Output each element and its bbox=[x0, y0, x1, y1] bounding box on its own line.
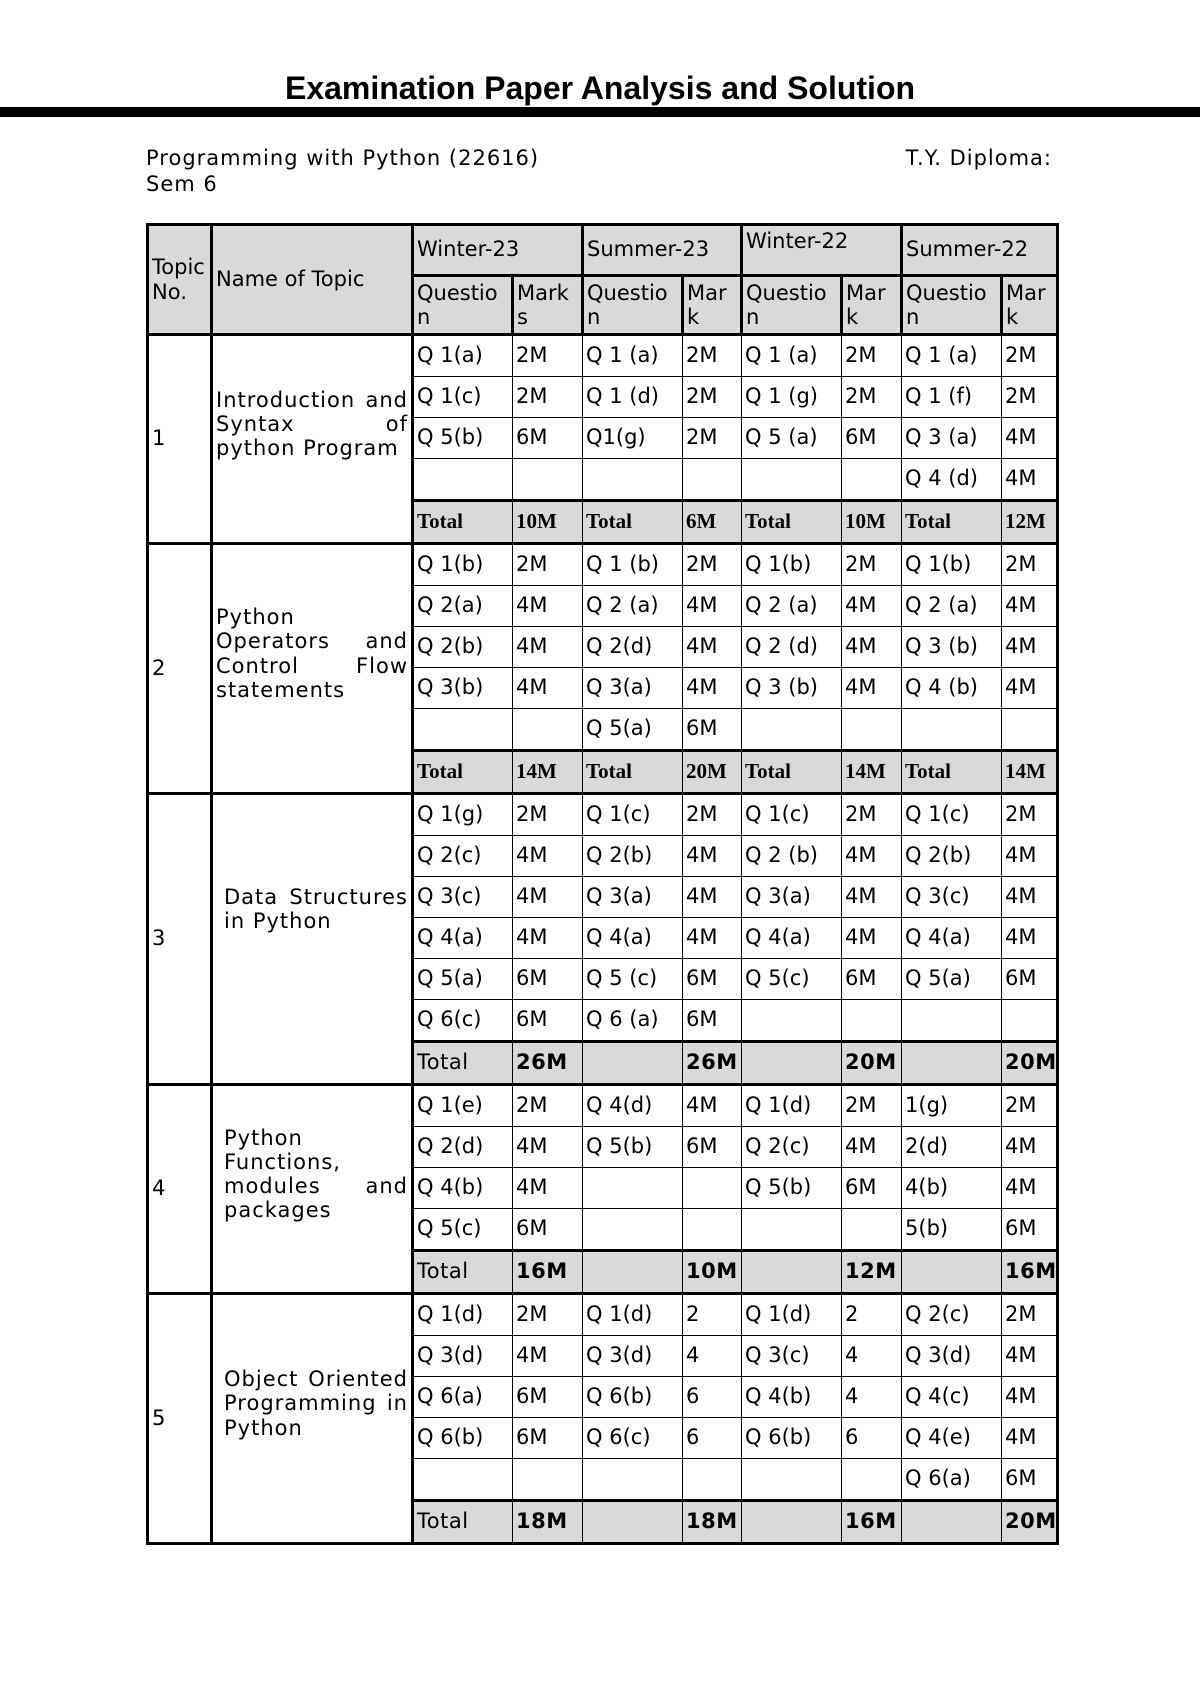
question-cell: Q 2(d) bbox=[583, 627, 683, 668]
marks-cell: 2M bbox=[842, 1085, 902, 1127]
total-marks-cell: 12M bbox=[1002, 501, 1058, 544]
marks-cell: 2M bbox=[513, 377, 583, 418]
marks-cell: 4M bbox=[842, 586, 902, 627]
marks-cell: 2M bbox=[683, 544, 742, 586]
marks-cell: 2M bbox=[683, 418, 742, 459]
semester-label: Sem 6 bbox=[146, 172, 218, 196]
question-cell: Q 3(a) bbox=[583, 668, 683, 709]
marks-cell: 2M bbox=[842, 335, 902, 377]
marks-cell: 4M bbox=[683, 627, 742, 668]
table-row bbox=[148, 544, 1058, 586]
marks-cell bbox=[683, 459, 742, 501]
question-cell: Q 2 (a) bbox=[583, 586, 683, 627]
subheader-marks: Marks bbox=[513, 276, 583, 335]
header-exam-winter-22: Winter-22 bbox=[742, 225, 902, 276]
total-marks-cell: 6M bbox=[683, 501, 742, 544]
marks-cell: 4 bbox=[842, 1336, 902, 1377]
question-cell: Q 4(b) bbox=[742, 1377, 842, 1418]
marks-cell: 2 bbox=[842, 1294, 902, 1336]
question-cell: Q 1(d) bbox=[413, 1294, 513, 1336]
question-cell: Q 3(d) bbox=[413, 1336, 513, 1377]
marks-cell: 4M bbox=[1002, 1336, 1058, 1377]
marks-cell: 4M bbox=[513, 918, 583, 959]
marks-cell bbox=[683, 1459, 742, 1501]
marks-cell: 2M bbox=[1002, 377, 1058, 418]
marks-cell bbox=[842, 459, 902, 501]
marks-cell: 4M bbox=[683, 877, 742, 918]
total-label-cell bbox=[742, 1251, 842, 1294]
table-row bbox=[148, 335, 1058, 377]
marks-cell: 2M bbox=[1002, 335, 1058, 377]
question-cell: Q 4(d) bbox=[583, 1085, 683, 1127]
marks-cell: 6M bbox=[683, 1127, 742, 1168]
marks-cell: 4M bbox=[513, 1127, 583, 1168]
marks-cell: 4M bbox=[1002, 1418, 1058, 1459]
analysis-table bbox=[146, 223, 1059, 1545]
marks-cell: 6M bbox=[513, 1000, 583, 1042]
marks-cell: 2M bbox=[513, 1085, 583, 1127]
question-cell: Q 6(b) bbox=[413, 1418, 513, 1459]
marks-cell: 4M bbox=[1002, 1377, 1058, 1418]
question-cell bbox=[742, 1000, 842, 1042]
question-cell: Q 3 (a) bbox=[902, 418, 1002, 459]
question-cell: 5(b) bbox=[902, 1209, 1002, 1251]
question-cell: Q 2(b) bbox=[583, 836, 683, 877]
total-label-cell: Total bbox=[902, 501, 1002, 544]
question-cell: Q 4(b) bbox=[413, 1168, 513, 1209]
subheader-question: Question bbox=[902, 276, 1002, 335]
question-cell: Q 3 (b) bbox=[742, 668, 842, 709]
marks-cell: 6 bbox=[683, 1418, 742, 1459]
marks-cell: 4M bbox=[513, 668, 583, 709]
marks-cell: 4M bbox=[513, 627, 583, 668]
marks-cell: 2M bbox=[513, 1294, 583, 1336]
marks-cell: 4M bbox=[683, 918, 742, 959]
question-cell bbox=[583, 1209, 683, 1251]
question-cell: Q 3 (b) bbox=[902, 627, 1002, 668]
question-cell: Q 2(c) bbox=[742, 1127, 842, 1168]
question-cell: Q 1(c) bbox=[742, 794, 842, 836]
question-cell: Q 5(a) bbox=[413, 959, 513, 1000]
question-cell: Q 1 (a) bbox=[583, 335, 683, 377]
topic-name bbox=[212, 1294, 413, 1544]
table-body bbox=[148, 335, 1058, 1544]
total-label-cell: Total bbox=[902, 751, 1002, 794]
question-cell: Q 6 (a) bbox=[583, 1000, 683, 1042]
marks-cell: 4M bbox=[513, 836, 583, 877]
question-cell: Q 5(b) bbox=[742, 1168, 842, 1209]
total-marks-cell: 14M bbox=[842, 751, 902, 794]
question-cell: Q 1(a) bbox=[413, 335, 513, 377]
total-marks-cell: 18M bbox=[513, 1501, 583, 1544]
question-cell: Q 6(a) bbox=[902, 1459, 1002, 1501]
marks-cell: 4M bbox=[1002, 586, 1058, 627]
marks-cell: 6M bbox=[683, 709, 742, 751]
header-exam-winter-23: Winter-23 bbox=[413, 225, 583, 276]
question-cell: Q 1(b) bbox=[902, 544, 1002, 586]
marks-cell: 6M bbox=[1002, 1459, 1058, 1501]
total-label-cell bbox=[583, 1251, 683, 1294]
question-cell: Q 4(e) bbox=[902, 1418, 1002, 1459]
marks-cell: 4M bbox=[1002, 418, 1058, 459]
subheader-question: Question bbox=[742, 276, 842, 335]
total-label-cell bbox=[742, 1042, 842, 1085]
marks-cell: 2 bbox=[683, 1294, 742, 1336]
total-marks-cell: 16M bbox=[842, 1501, 902, 1544]
question-cell: Q 4(a) bbox=[742, 918, 842, 959]
question-cell: Q 1 (b) bbox=[583, 544, 683, 586]
marks-cell: 6 bbox=[842, 1418, 902, 1459]
header-exam-summer-22: Summer-22 bbox=[902, 225, 1058, 276]
question-cell: Q 2(b) bbox=[902, 836, 1002, 877]
question-cell: Q 5(b) bbox=[583, 1127, 683, 1168]
question-cell bbox=[902, 709, 1002, 751]
total-marks-cell: 16M bbox=[513, 1251, 583, 1294]
question-cell: Q 4 (b) bbox=[902, 668, 1002, 709]
table-row bbox=[148, 1085, 1058, 1127]
question-cell: Q 3(a) bbox=[742, 877, 842, 918]
question-cell: Q 1(c) bbox=[583, 794, 683, 836]
subheader-question: Question bbox=[583, 276, 683, 335]
question-cell: Q 6(c) bbox=[583, 1418, 683, 1459]
question-cell: Q 3(a) bbox=[583, 877, 683, 918]
marks-cell: 6M bbox=[513, 418, 583, 459]
topic-name-text: Object Oriented Programming in Python bbox=[224, 1367, 408, 1440]
header-topic-name: Name of Topic bbox=[212, 225, 413, 335]
topic-name-text: Python Operators and Control Flow statements bbox=[216, 605, 408, 702]
question-cell bbox=[742, 1209, 842, 1251]
total-marks-cell: 12M bbox=[842, 1251, 902, 1294]
question-cell: Q 4(c) bbox=[902, 1377, 1002, 1418]
question-cell: Q 6(b) bbox=[742, 1418, 842, 1459]
marks-cell: 6M bbox=[842, 418, 902, 459]
question-cell: Q 5(a) bbox=[583, 709, 683, 751]
marks-cell: 4M bbox=[513, 877, 583, 918]
marks-cell: 4M bbox=[683, 1085, 742, 1127]
marks-cell: 4M bbox=[842, 877, 902, 918]
question-cell: Q 6(b) bbox=[583, 1377, 683, 1418]
marks-cell bbox=[683, 1168, 742, 1209]
subject-label: Programming with Python (22616) bbox=[146, 146, 540, 170]
marks-cell: 2M bbox=[513, 335, 583, 377]
total-label-cell: Total bbox=[413, 1501, 513, 1544]
marks-cell bbox=[683, 1209, 742, 1251]
marks-cell bbox=[842, 709, 902, 751]
marks-cell: 2M bbox=[1002, 1085, 1058, 1127]
total-label-cell bbox=[583, 1042, 683, 1085]
question-cell: Q 1 (g) bbox=[742, 377, 842, 418]
total-label-cell bbox=[902, 1251, 1002, 1294]
total-marks-cell: 16M bbox=[1002, 1251, 1058, 1294]
marks-cell bbox=[513, 459, 583, 501]
question-cell: Q 2 (a) bbox=[902, 586, 1002, 627]
topic-number: 3 bbox=[148, 794, 212, 1085]
topic-name bbox=[212, 1085, 413, 1294]
marks-cell: 4M bbox=[1002, 1168, 1058, 1209]
subheader-mark: Mark bbox=[1002, 276, 1058, 335]
topic-name bbox=[212, 335, 413, 544]
marks-cell: 2M bbox=[1002, 544, 1058, 586]
marks-cell: 2M bbox=[683, 335, 742, 377]
marks-cell: 6M bbox=[842, 959, 902, 1000]
question-cell: Q 6(a) bbox=[413, 1377, 513, 1418]
marks-cell: 4M bbox=[842, 918, 902, 959]
question-cell: Q 1(d) bbox=[583, 1294, 683, 1336]
question-cell: Q 2(d) bbox=[413, 1127, 513, 1168]
question-cell bbox=[413, 709, 513, 751]
marks-cell bbox=[842, 1000, 902, 1042]
question-cell: Q 3(d) bbox=[902, 1336, 1002, 1377]
question-cell: Q 3(c) bbox=[742, 1336, 842, 1377]
marks-cell: 4M bbox=[1002, 918, 1058, 959]
header-exam-summer-23: Summer-23 bbox=[583, 225, 742, 276]
marks-cell: 2M bbox=[1002, 1294, 1058, 1336]
total-label-cell: Total bbox=[413, 1042, 513, 1085]
question-cell: 2(d) bbox=[902, 1127, 1002, 1168]
total-marks-cell: 18M bbox=[683, 1501, 742, 1544]
total-marks-cell: 20M bbox=[1002, 1042, 1058, 1085]
question-cell: Q 2 (a) bbox=[742, 586, 842, 627]
question-cell: Q 1(b) bbox=[742, 544, 842, 586]
header-topic-no: Topic No. bbox=[148, 225, 212, 335]
question-cell: 4(b) bbox=[902, 1168, 1002, 1209]
marks-cell: 4M bbox=[842, 836, 902, 877]
topic-name-text: Python Functions, modules and packages bbox=[224, 1125, 408, 1223]
question-cell: Q 4 (d) bbox=[902, 459, 1002, 501]
topic-name bbox=[212, 544, 413, 794]
marks-cell bbox=[1002, 1000, 1058, 1042]
question-cell bbox=[583, 459, 683, 501]
marks-cell: 6M bbox=[842, 1168, 902, 1209]
diploma-label: T.Y. Diploma: bbox=[905, 146, 1052, 170]
marks-cell: 2M bbox=[1002, 794, 1058, 836]
marks-cell bbox=[842, 1459, 902, 1501]
marks-cell: 2M bbox=[513, 544, 583, 586]
total-label-cell: Total bbox=[742, 751, 842, 794]
marks-cell: 6M bbox=[1002, 959, 1058, 1000]
marks-cell: 6M bbox=[683, 959, 742, 1000]
question-cell: Q 1 (d) bbox=[583, 377, 683, 418]
marks-cell: 6M bbox=[513, 1209, 583, 1251]
question-cell: Q 2(a) bbox=[413, 586, 513, 627]
marks-cell: 4M bbox=[1002, 877, 1058, 918]
marks-cell: 2M bbox=[842, 544, 902, 586]
subheader-question: Question bbox=[413, 276, 513, 335]
question-cell: Q 3(c) bbox=[413, 877, 513, 918]
total-marks-cell: 14M bbox=[513, 751, 583, 794]
subheader-mark: Mark bbox=[683, 276, 742, 335]
topic-number: 4 bbox=[148, 1085, 212, 1294]
marks-cell: 4M bbox=[1002, 459, 1058, 501]
question-cell: Q 2(c) bbox=[902, 1294, 1002, 1336]
page-title: Examination Paper Analysis and Solution bbox=[284, 70, 916, 106]
total-marks-cell: 26M bbox=[683, 1042, 742, 1085]
marks-cell: 2M bbox=[513, 794, 583, 836]
marks-cell: 4M bbox=[842, 668, 902, 709]
question-cell: Q 3(c) bbox=[902, 877, 1002, 918]
table-row bbox=[148, 1294, 1058, 1336]
question-cell: Q 6(c) bbox=[413, 1000, 513, 1042]
total-marks-cell: 26M bbox=[513, 1042, 583, 1085]
topic-name-text: Introduction and Syntax of python Program bbox=[216, 387, 408, 461]
total-marks-cell: 20M bbox=[683, 751, 742, 794]
marks-cell: 4M bbox=[513, 1336, 583, 1377]
question-cell: Q 4(a) bbox=[583, 918, 683, 959]
question-cell bbox=[902, 1000, 1002, 1042]
total-marks-cell: 20M bbox=[1002, 1501, 1058, 1544]
total-label-cell: Total bbox=[413, 1251, 513, 1294]
marks-cell: 4 bbox=[683, 1336, 742, 1377]
marks-cell: 4M bbox=[842, 627, 902, 668]
question-cell: Q 1(b) bbox=[413, 544, 513, 586]
table-row bbox=[148, 794, 1058, 836]
total-label-cell: Total bbox=[742, 501, 842, 544]
marks-cell: 2M bbox=[683, 794, 742, 836]
marks-cell: 4M bbox=[1002, 1127, 1058, 1168]
topic-number: 1 bbox=[148, 335, 212, 544]
total-label-cell: Total bbox=[583, 501, 683, 544]
question-cell bbox=[742, 459, 842, 501]
marks-cell: 4M bbox=[1002, 627, 1058, 668]
marks-cell: 2M bbox=[842, 794, 902, 836]
question-cell: Q 1(g) bbox=[413, 794, 513, 836]
question-cell bbox=[742, 1459, 842, 1501]
question-cell: Q 5(a) bbox=[902, 959, 1002, 1000]
marks-cell bbox=[1002, 709, 1058, 751]
question-cell: Q 1(d) bbox=[742, 1294, 842, 1336]
total-label-cell: Total bbox=[413, 501, 513, 544]
question-cell: Q 2(c) bbox=[413, 836, 513, 877]
total-label-cell bbox=[742, 1501, 842, 1544]
title-rule bbox=[0, 107, 1200, 117]
question-cell: Q 2 (b) bbox=[742, 836, 842, 877]
question-cell: Q 4(a) bbox=[902, 918, 1002, 959]
marks-cell: 4 bbox=[842, 1377, 902, 1418]
marks-cell: 4M bbox=[842, 1127, 902, 1168]
total-label-cell bbox=[902, 1042, 1002, 1085]
marks-cell: 4M bbox=[683, 668, 742, 709]
question-cell: 1(g) bbox=[902, 1085, 1002, 1127]
marks-cell: 6M bbox=[513, 1418, 583, 1459]
total-label-cell bbox=[583, 1501, 683, 1544]
question-cell: Q 3(d) bbox=[583, 1336, 683, 1377]
question-cell: Q 1 (f) bbox=[902, 377, 1002, 418]
marks-cell: 6M bbox=[513, 959, 583, 1000]
question-cell bbox=[583, 1168, 683, 1209]
marks-cell: 4M bbox=[683, 836, 742, 877]
total-marks-cell: 10M bbox=[683, 1251, 742, 1294]
question-cell: Q 1(e) bbox=[413, 1085, 513, 1127]
marks-cell: 6M bbox=[683, 1000, 742, 1042]
question-cell bbox=[742, 709, 842, 751]
total-label-cell bbox=[902, 1501, 1002, 1544]
topic-name bbox=[212, 794, 413, 1085]
marks-cell: 2M bbox=[683, 377, 742, 418]
question-cell: Q 3(b) bbox=[413, 668, 513, 709]
question-cell bbox=[583, 1459, 683, 1501]
question-cell: Q 5(c) bbox=[742, 959, 842, 1000]
question-cell: Q 1 (a) bbox=[902, 335, 1002, 377]
marks-cell: 4M bbox=[683, 586, 742, 627]
marks-cell bbox=[513, 1459, 583, 1501]
total-marks-cell: 10M bbox=[842, 501, 902, 544]
question-cell: Q 2(b) bbox=[413, 627, 513, 668]
total-marks-cell: 10M bbox=[513, 501, 583, 544]
topic-name-text: Data Structures in Python bbox=[224, 884, 408, 933]
marks-cell bbox=[842, 1209, 902, 1251]
total-marks-cell: 14M bbox=[1002, 751, 1058, 794]
marks-cell: 2M bbox=[842, 377, 902, 418]
question-cell: Q 5(c) bbox=[413, 1209, 513, 1251]
marks-cell: 4M bbox=[1002, 836, 1058, 877]
marks-cell bbox=[513, 709, 583, 751]
question-cell: Q 5 (a) bbox=[742, 418, 842, 459]
question-cell: Q1(g) bbox=[583, 418, 683, 459]
question-cell: Q 1(c) bbox=[902, 794, 1002, 836]
marks-cell: 4M bbox=[513, 1168, 583, 1209]
subheader-mark: Mark bbox=[842, 276, 902, 335]
marks-cell: 6M bbox=[513, 1377, 583, 1418]
question-cell: Q 1(c) bbox=[413, 377, 513, 418]
topic-number: 2 bbox=[148, 544, 212, 794]
marks-cell: 6M bbox=[1002, 1209, 1058, 1251]
question-cell: Q 1 (a) bbox=[742, 335, 842, 377]
question-cell: Q 5 (c) bbox=[583, 959, 683, 1000]
question-cell: Q 5(b) bbox=[413, 418, 513, 459]
question-cell: Q 4(a) bbox=[413, 918, 513, 959]
marks-cell: 4M bbox=[513, 586, 583, 627]
question-cell: Q 1(d) bbox=[742, 1085, 842, 1127]
question-cell bbox=[413, 1459, 513, 1501]
total-label-cell: Total bbox=[583, 751, 683, 794]
marks-cell: 4M bbox=[1002, 668, 1058, 709]
marks-cell: 6 bbox=[683, 1377, 742, 1418]
question-cell bbox=[413, 459, 513, 501]
topic-number: 5 bbox=[148, 1294, 212, 1544]
total-marks-cell: 20M bbox=[842, 1042, 902, 1085]
question-cell: Q 2 (d) bbox=[742, 627, 842, 668]
total-label-cell: Total bbox=[413, 751, 513, 794]
